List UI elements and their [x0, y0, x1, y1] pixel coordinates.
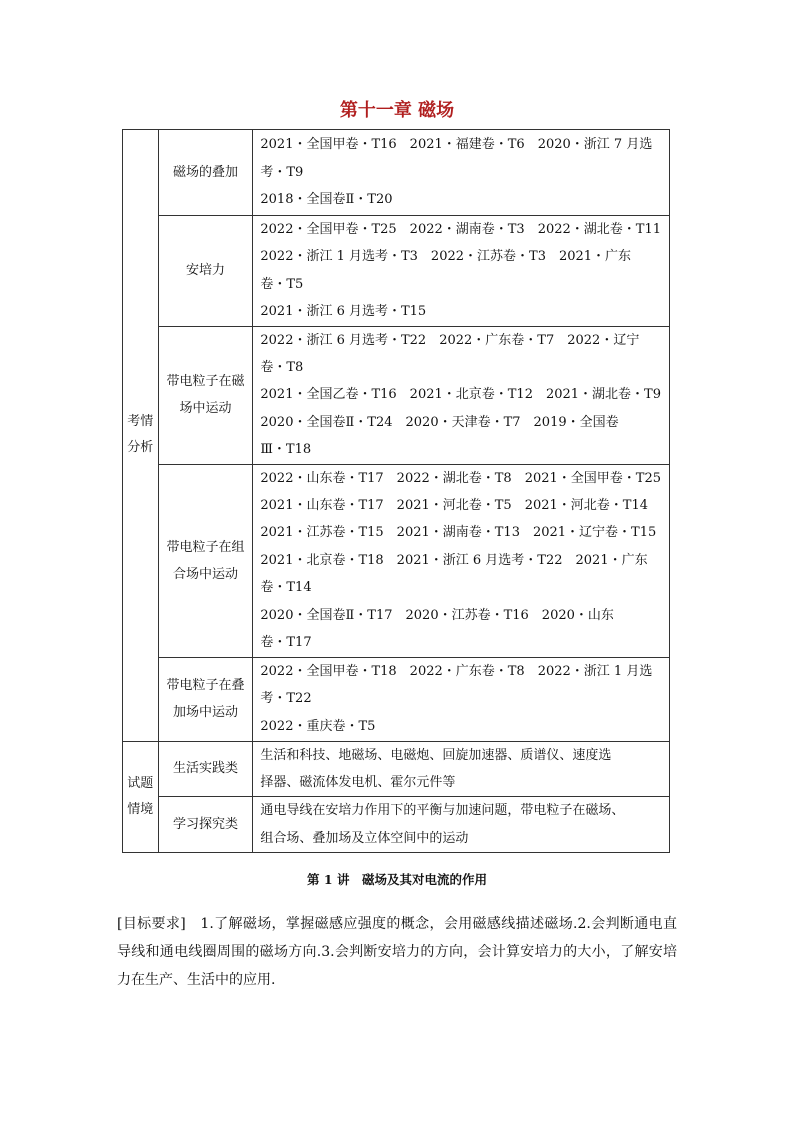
examples-cell — [253, 657, 670, 741]
table-row — [123, 797, 670, 853]
topic-label: 合场中运动 — [172, 566, 238, 582]
example-line: 通电导线在安培力作用下的平衡与加速问题，带电粒子在磁场、 — [260, 803, 625, 819]
examples-cell — [253, 741, 670, 797]
topic-cell — [158, 657, 253, 741]
table-row — [123, 130, 670, 216]
example-line: Ⅲ・T18 — [260, 442, 312, 458]
topic-label: 场中运动 — [179, 401, 232, 417]
topic-label: 安培力 — [185, 263, 225, 279]
topic-cell — [158, 741, 253, 797]
example-line: 2021・浙江 6 月选考・T15 — [260, 304, 427, 320]
example-line: 2020・全国卷Ⅱ・T24 2020・天津卷・T7 2019・全国卷 — [260, 414, 619, 430]
example-line: 考・T9 — [260, 164, 304, 180]
topic-cell — [158, 464, 253, 657]
example-line: 2021・全国乙卷・T16 2021・北京卷・T12 2021・湖北卷・T9 — [260, 387, 661, 403]
category-label: 分析 — [127, 440, 154, 456]
examples-cell — [253, 797, 670, 853]
example-line: 卷・T17 — [260, 635, 312, 651]
example-line: 2022・重庆卷・T5 — [260, 718, 376, 734]
example-line: 卷・T14 — [260, 580, 312, 596]
topic-label: 磁场的叠加 — [172, 165, 238, 180]
example-line: 组合场、叠加场及立体空间中的运动 — [260, 830, 469, 846]
example-line: 2022・浙江 1 月选考・T3 2022・江苏卷・T3 2021・广东 — [260, 249, 632, 265]
category-label: 情境 — [127, 801, 154, 817]
examples-cell — [253, 464, 670, 657]
chapter-title: 第十一章 磁场 — [339, 100, 455, 121]
examples-cell — [253, 130, 670, 216]
category-cell — [123, 130, 159, 742]
example-line: 2022・浙江 6 月选考・T22 2022・广东卷・T7 2022・辽宁 — [260, 332, 640, 348]
topic-label: 带电粒子在磁 — [166, 374, 245, 390]
category-label: 试题 — [127, 775, 154, 791]
example-line: 2021・全国甲卷・T16 2021・福建卷・T6 2020・浙江 7 月选 — [260, 137, 653, 153]
table-row — [123, 464, 670, 657]
topic-cell — [158, 797, 253, 853]
topic-label: 带电粒子在组 — [166, 539, 245, 555]
topic-label: 学习探究类 — [172, 817, 238, 833]
example-line: 2021・山东卷・T17 2021・河北卷・T5 2021・河北卷・T14 — [260, 498, 648, 514]
lesson-title: 第 1 讲 磁场及其对电流的作用 — [307, 872, 487, 887]
topic-cell — [158, 216, 253, 327]
table-row — [123, 657, 670, 741]
example-line: 卷・T5 — [260, 276, 304, 292]
exam-analysis-table — [122, 129, 670, 853]
topic-label: 生活实践类 — [172, 761, 238, 777]
topic-cell — [158, 326, 253, 464]
table-row — [123, 216, 670, 327]
example-line: 2022・山东卷・T17 2022・湖北卷・T8 2021・全国甲卷・T25 — [260, 470, 661, 486]
example-line: 择器、磁流体发电机、霍尔元件等 — [260, 774, 456, 790]
example-line: 2022・全国甲卷・T18 2022・广东卷・T8 2022・浙江 1 月选 — [260, 663, 653, 679]
example-line: 卷・T8 — [260, 360, 304, 376]
example-line: 2022・全国甲卷・T25 2022・湖南卷・T3 2022・湖北卷・T11 — [260, 222, 661, 237]
topic-cell — [158, 130, 253, 216]
category-label: 考情 — [127, 414, 154, 430]
example-line: 考・T22 — [260, 691, 312, 707]
learning-goals: [目标要求] 1.了解磁场，掌握磁感应强度的概念，会用磁感线描述磁场.2.会判断通电直导线和通电线圈周围的磁场方向.3.会判断安培力的方向，会计算安培力的大小，了解安培力在生产、生活中的应用. — [117, 916, 677, 988]
table-row — [123, 741, 670, 797]
example-line: 2020・全国卷Ⅱ・T17 2020・江苏卷・T16 2020・山东 — [260, 607, 614, 623]
example-line: 2021・北京卷・T18 2021・浙江 6 月选考・T22 2021・广东 — [260, 552, 648, 568]
examples-cell — [253, 216, 670, 327]
example-line: 2018・全国卷Ⅱ・T20 — [260, 192, 393, 208]
examples-cell — [253, 326, 670, 464]
category-cell — [123, 741, 159, 853]
table-row — [123, 326, 670, 464]
example-line: 2021・江苏卷・T15 2021・湖南卷・T13 2021・辽宁卷・T15 — [260, 525, 657, 541]
topic-label: 带电粒子在叠 — [166, 678, 245, 693]
example-line: 生活和科技、地磁场、电磁炮、回旋加速器、质谱仪、速度选 — [260, 747, 612, 763]
topic-label: 加场中运动 — [172, 705, 238, 720]
